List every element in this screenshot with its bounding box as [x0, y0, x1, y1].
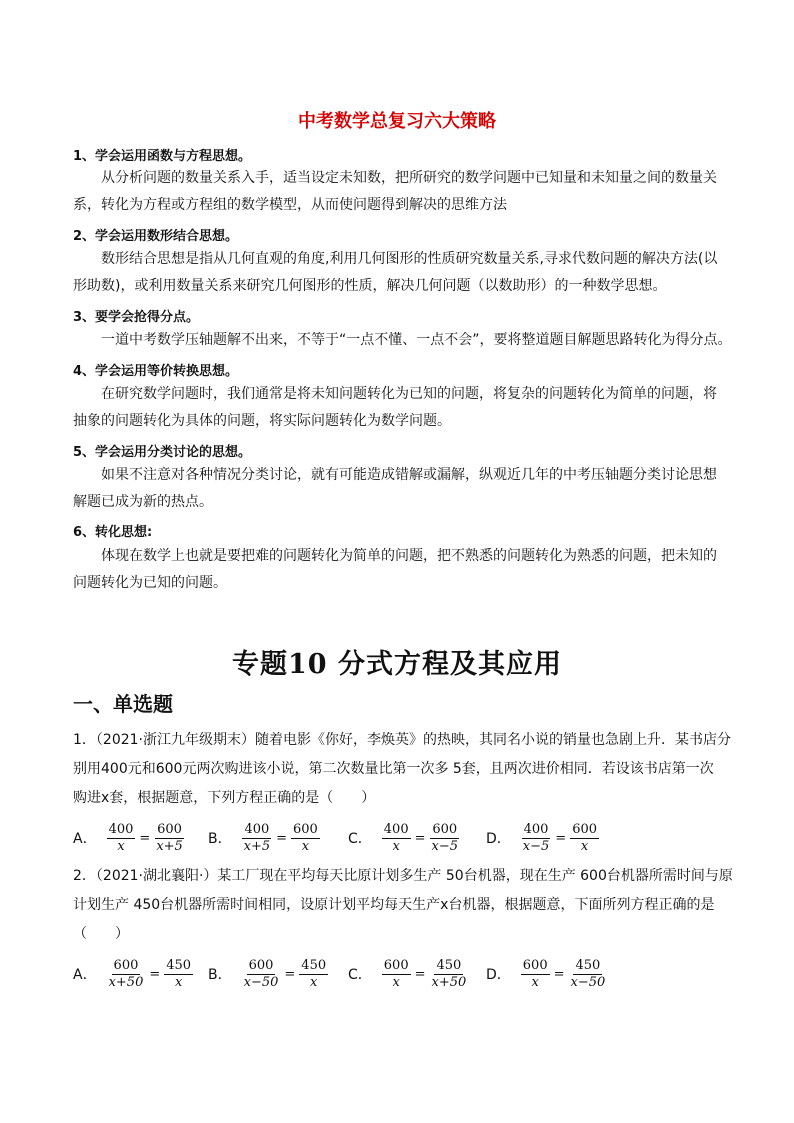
- numerator: 600: [293, 821, 318, 837]
- option-letter: A．: [73, 967, 97, 983]
- strategy-heading: 2、学会运用数形结合思想。: [73, 229, 239, 244]
- denominator: x−50: [243, 974, 279, 990]
- equation: $\frac{400}{x+5}$ = $\frac{600}{x}$: [243, 821, 318, 854]
- question-line: 1．（2021·浙江九年级期末）随着电影《你好，李焕英》的热映，其同名小说的销量也急剧上升．某书店分: [73, 732, 731, 748]
- question-line: 2．（2021·湖北襄阳·）某工厂现在平均每天比原计划多生产 50台机器，现在生产 600台机器所需时间与原: [73, 868, 733, 884]
- numerator: 450: [301, 957, 327, 973]
- denominator: x−5: [431, 838, 459, 854]
- equation: $\frac{400}{x-5}$ = $\frac{600}{x}$: [522, 821, 598, 854]
- numerator: 600: [248, 957, 274, 973]
- option-d[interactable]: [486, 954, 609, 994]
- equation: $\frac{400}{x}$ = $\frac{600}{x-5}$: [383, 821, 459, 854]
- paragraph-line: 如果不注意对各种情况分类讨论，就有可能造成错解或漏解，纵观近几年的中考压轴题分类讨论思想: [101, 467, 717, 483]
- strategy-paragraph: [73, 246, 723, 300]
- paragraph-line: 抽象的问题转化为具体的问题，将实际问题转化为数学问题。: [73, 413, 451, 429]
- numerator: 600: [432, 821, 458, 837]
- strategy-heading: 6、转化思想:: [73, 525, 153, 540]
- equation: $\frac{600}{x-50}$ = $\frac{450}{x}$: [243, 957, 327, 990]
- option-letter: A．: [73, 831, 97, 847]
- strategy-paragraph: [73, 381, 723, 435]
- option-b[interactable]: [208, 818, 322, 858]
- denominator: x: [531, 974, 539, 990]
- option-letter: B．: [208, 831, 232, 847]
- strategy-heading: 5、学会运用分类讨论的思想。: [73, 445, 252, 460]
- question-line: 别用400元和600元两次购进该小说，第二次数量比第一次多 5套，且两次进价相同．若设该书店第一次: [73, 761, 714, 777]
- numerator: 400: [108, 821, 134, 837]
- equation: $\frac{600}{x+50}$ = $\frac{450}{x}$: [108, 957, 192, 990]
- numerator: 600: [572, 821, 598, 837]
- question-line: 计划生产 450台机器所需时间相同，设原计划平均每天生产x台机器，根据题意，下面所列方程正确的是: [73, 897, 715, 913]
- paragraph-line: 数形结合思想是指从几何直观的角度,利用几何图形的性质研究数量关系,寻求代数问题的解决方法(以: [101, 251, 718, 267]
- page-title: 中考数学总复习六大策略: [298, 111, 496, 132]
- paragraph-line: 形助数)，或利用数量关系来研究几何图形的性质，解决几何问题（以数助形）的一种数学思想。: [73, 278, 667, 294]
- option-b[interactable]: [208, 954, 330, 994]
- option-letter: D．: [486, 831, 511, 847]
- numerator: 450: [436, 957, 462, 973]
- denominator: x: [117, 838, 125, 854]
- equation: $\frac{600}{x}$ = $\frac{450}{x-50}$: [522, 957, 606, 990]
- paragraph-line: 一道中考数学压轴题解不出来，不等于“一点不懂、一点不会”，要将整道题目解题思路转化为得分点。: [101, 332, 732, 348]
- numerator: 600: [113, 957, 139, 973]
- strategy-heading: 4、学会运用等价转换思想。: [73, 364, 239, 379]
- option-letter: C．: [348, 831, 372, 847]
- numerator: 450: [575, 957, 601, 973]
- question-1-options: [73, 818, 633, 858]
- option-a[interactable]: [73, 818, 187, 858]
- option-a[interactable]: [73, 954, 195, 994]
- option-letter: D．: [486, 967, 511, 983]
- paragraph-line: 问题转化为已知的问题。: [73, 575, 227, 591]
- numerator: 400: [383, 821, 409, 837]
- numerator: 600: [157, 821, 182, 837]
- paragraph-line: 系，转化为方程或方程组的数学模型，从而使问题得到解决的思维方法: [73, 197, 507, 213]
- denominator: x: [175, 974, 183, 990]
- strategy-paragraph: [73, 165, 723, 219]
- denominator: x+5: [156, 838, 183, 854]
- denominator: x: [580, 838, 589, 854]
- denominator: x+5: [243, 838, 271, 854]
- denominator: x−5: [522, 838, 550, 854]
- denominator: x: [301, 838, 310, 854]
- numerator: 600: [383, 957, 409, 973]
- option-letter: C．: [348, 967, 372, 983]
- numerator: 400: [523, 821, 549, 837]
- paragraph-line: 解题已成为新的热点。: [73, 494, 213, 510]
- numerator: 600: [522, 957, 548, 973]
- paragraph-line: 从分析问题的数量关系入手，适当设定未知数，把所研究的数学问题中已知量和未知量之间的数量关: [101, 170, 717, 186]
- question-1: [73, 726, 733, 813]
- topic-title: 专题10 分式方程及其应用: [232, 649, 562, 680]
- paragraph-line: 在研究数学问题时，我们通常是将未知问题转化为已知的问题，将复杂的问题转化为简单的问题，将: [101, 386, 717, 402]
- denominator: x−50: [570, 974, 606, 990]
- paragraph-line: 体现在数学上也就是要把难的问题转化为简单的问题，把不熟悉的问题转化为熟悉的问题，把未知的: [101, 548, 717, 564]
- strategy-heading: 1、学会运用函数与方程思想。: [73, 149, 252, 164]
- equation: $\frac{600}{x}$ = $\frac{450}{x+50}$: [383, 957, 467, 990]
- strategy-paragraph: [73, 543, 723, 597]
- option-letter: B．: [208, 967, 232, 983]
- option-c[interactable]: [348, 818, 462, 858]
- strategy-paragraph: [73, 327, 732, 354]
- question-2: [73, 862, 733, 949]
- strategy-paragraph: [73, 462, 723, 516]
- question-type-heading: 一、单选题: [73, 692, 173, 716]
- numerator: 450: [166, 957, 192, 973]
- denominator: x: [392, 974, 400, 990]
- question-line: 购进x套，根据题意，下列方程正确的是（ ）: [73, 790, 376, 806]
- denominator: x+50: [431, 974, 467, 990]
- numerator: 400: [244, 821, 270, 837]
- option-d[interactable]: [486, 818, 601, 858]
- question-2-options: [73, 954, 633, 994]
- denominator: x: [310, 974, 318, 990]
- option-c[interactable]: [348, 954, 470, 994]
- question-line: （ ）: [73, 926, 129, 942]
- strategy-heading: 3、要学会抢得分点。: [73, 310, 200, 325]
- denominator: x: [392, 838, 400, 854]
- equation: $\frac{400}{x}$ = $\frac{600}{x+5}$: [108, 821, 183, 854]
- denominator: x+50: [108, 974, 144, 990]
